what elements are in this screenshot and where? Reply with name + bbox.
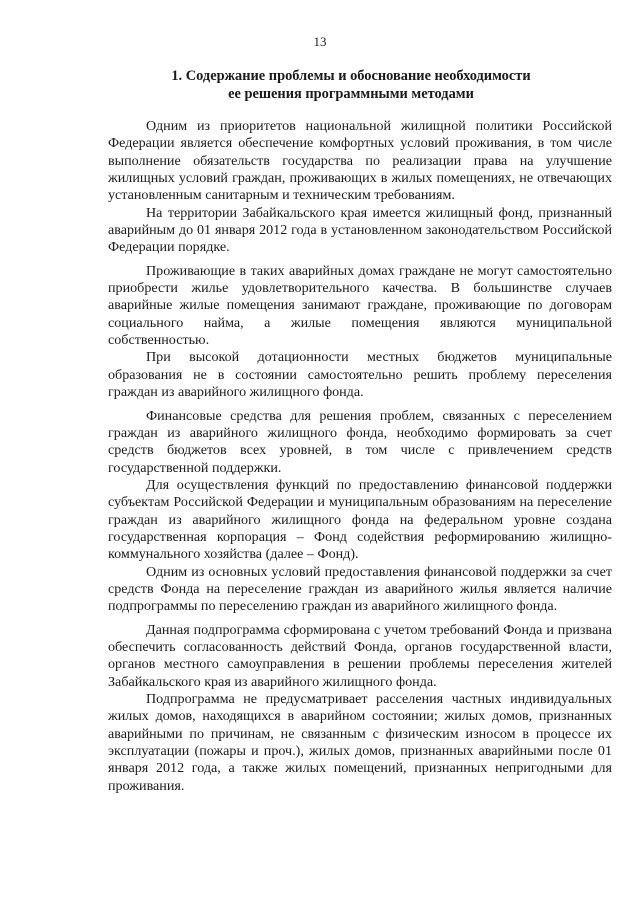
paragraph: При высокой дотационности местных бюджетов муниципальные образования не в состоянии самостоятельно решить проблему переселения граждан из аварийного жилищного фонда.: [108, 349, 612, 401]
paragraph: На территории Забайкальского края имеется жилищный фонд, признанный аварийным до 01 января 2012 года в установленном законодательством Российской Федерации порядке.: [108, 204, 612, 256]
section-title-line-2: ее решения программными методами: [228, 86, 474, 102]
section-title: [120, 67, 582, 103]
paragraph: Проживающие в таких аварийных домах граждане не могут самостоятельно приобрести жилье удовлетворительного качества. В большинстве случаев аварийные жилые помещения занимают граждане, проживающие по договорам социального найма, а жилые помещения являются муниципальной собственностью.: [108, 262, 612, 349]
paragraph: Подпрограмма не предусматривает расселения частных индивидуальных жилых домов, находящихся в аварийном состоянии; жилых домов, признанных аварийными по причинам, не связанным с физическим износом в процессе их эксплуатации (пожары и проч.), жилых домов, признанных аварийными после 01 января 2012 года, а также жилых помещений, признанных непригодными для проживания.: [108, 691, 612, 794]
paragraph: Одним из основных условий предоставления финансовой поддержки за счет средств Фонда на переселение граждан из аварийного жилья является наличие подпрограммы по переселению граждан из аварийного жилищного фонда.: [108, 563, 612, 615]
body-text: [108, 118, 612, 795]
paragraph: Одним из приоритетов национальной жилищной политики Российской Федерации является обеспечение комфортных условий проживания, в том числе выполнение обязательств государства по реализации права на улучшение жилищных условий граждан, проживающих в жилых помещениях, не отвечающих установленным санитарным и техническим требованиям.: [108, 118, 612, 204]
paragraph: Данная подпрограмма сформирована с учетом требований Фонда и призвана обеспечить согласованность действий Фонда, органов государственной власти, органов местного самоуправления в решении проблемы переселения жителей Забайкальского края из аварийного жилищного фонда.: [108, 621, 612, 690]
section-title-line-1: 1. Содержание проблемы и обоснование необходимости: [171, 68, 531, 84]
page-number: 13: [313, 34, 327, 49]
paragraph: Финансовые средства для решения проблем, связанных с переселением граждан из аварийного жилищного фонда, необходимо формировать за счет средств бюджетов всех уровней, в том числе с привлечением средств государственной поддержки.: [108, 407, 612, 476]
paragraph: Для осуществления функций по предоставлению финансовой поддержки субъектам Российской Федерации и муниципальным образованиям на переселение граждан из аварийного жилищного фонда на федеральном уровне создана государственная корпорация – Фонд содействия реформированию жилищно-коммунального хозяйства (далее – Фонд).: [108, 476, 612, 563]
